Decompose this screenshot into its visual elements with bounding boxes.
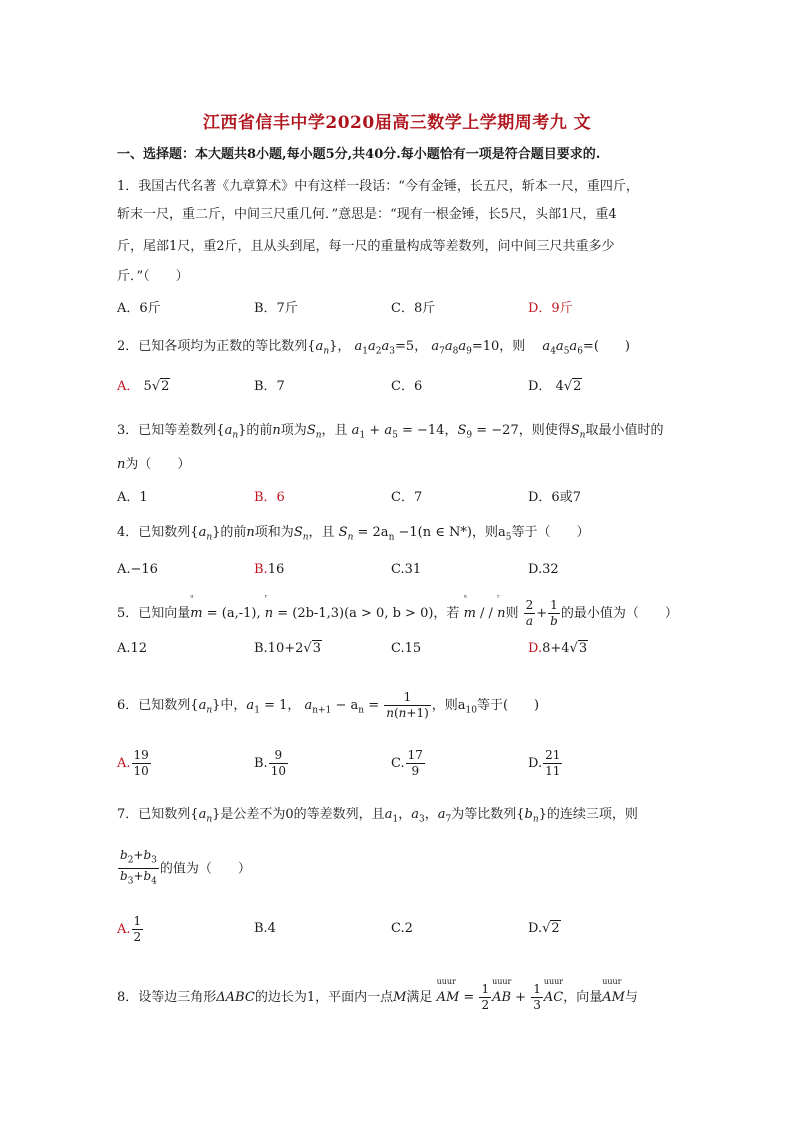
q5-option-d: D.8+4√3 [528,641,588,656]
q2-cond1: =5， [395,339,428,354]
q1-line-4: 斤．”（ ） [117,269,189,284]
q4-option-b: B.16 [254,562,285,577]
q2-suffix: =( ) [582,339,630,354]
q1-line-1: 1．我国古代名著《九章算术》中有这样一段话：“今有金锤，长五尺，斩本一尺，重四斤， [117,179,639,194]
q7-line-1: 7．已知数列$\{a_n\}$是公差不为0的等差数列，且$a_1$，$a_3$，$a_7$为等比数列$\{b_n\}$的连续三项，则 [117,807,638,825]
q6-option-b: B. $\frac{9}{10}$ [254,748,286,778]
q2-option-c: C．6 [391,379,423,394]
q1-option-c: C．8斤 [391,301,436,316]
q4-line: 4．已知数列$\{a_n\}$的前n项和为$S_n$，且 $S_n = 2a_n -1(n$ ∈ N*)，则$a_5$等于（ ） [117,525,590,543]
q3-option-c: C．7 [391,490,423,505]
q5-option-b: B.10+2√3 [254,641,321,656]
page-title: 江西省信丰中学2020届高三数学上学期周考九 文 [202,113,592,133]
q3-option-d: D．6或7 [528,490,581,505]
q6-option-c: C. $\frac{17}{9}$ [391,748,423,778]
q5-option-a: A.12 [117,641,148,656]
q3-line-2: n为（ ） [117,457,191,472]
q6-option-a: A. $\frac{19}{10}$ [117,748,149,778]
q1-line-2: 斩末一尺，重二斤，中间三尺重几何．”意思是：“现有一根金锤，长5尺，头部1尺，重4 [117,207,617,222]
q6-option-d: D. $\frac{21}{11}$ [528,748,561,778]
q2-prefix: 2．已知各项均为正数的等比数列{ [117,339,316,354]
q1-option-b: B．7斤 [254,301,298,316]
q5-line: 5．已知向量 ᵘ m = (a,-1), ʳ n = (2b-1,3)(a > 0, b > 0)，若 ᵘ m / / ʳ n则 $\frac{2}{a}$ + $\frac{1}{b}$ 的最小值为（ ） [117,593,678,628]
q2-cond2: =10，则 [471,339,539,354]
q8-line: 8．设等边三角形ΔABC的边长为1，平面内一点M满足 uuur AM = $\frac{1}{2}$ uuur AB + $\frac{1}{3}$ uuur AC，向量 uuur AM与 [117,977,638,1012]
q7-option-c: C.2 [391,921,413,936]
q1-line-3: 斤，尾部1尺，重2斤，且从头到尾，每一尺的重量构成等差数列，问中间三尺共重多少 [117,239,615,254]
q4-option-a: A.−16 [117,562,158,577]
q1-option-a: A．6斤 [117,301,161,316]
section-heading: 一、选择题：本大题共8小题,每小题5分,共40分.每小题恰有一项是符合题目要求的. [117,147,601,162]
q7-option-a: A. $\frac{1}{2}$ [117,914,142,944]
q7-option-d: D.√2 [528,921,560,936]
q3-option-a: A．1 [117,490,148,505]
q2-option-b: B．7 [254,379,285,394]
q2-mid: }， [329,339,351,354]
q3-option-b: B．6 [254,490,285,505]
q6-line: 6．已知数列$\{a_n\}$中，$a_1 = 1$， $a_{n+1} - a_n$ = $\frac{1}{n(n+1)}$ ，则$a_{10}$等于( ) [117,690,540,720]
q7-option-b: B.4 [254,921,276,936]
q4-option-d: D.32 [528,562,559,577]
q1-option-d: D．9斤 [528,301,573,316]
q5-option-c: C.15 [391,641,422,656]
q2-option-d: D． 4√2 [528,379,582,394]
q4-option-c: C.31 [391,562,422,577]
q2-option-a: A． 5√2 [117,379,170,394]
q7-line-2: $\frac{b_2+b_3}{b_3+b_4}$ 的值为（ ） [120,848,251,887]
q3-line-1: 3．已知等差数列$\{a_n\}$的前n项为$S_n$，且 $a_1 + a_5 = -14$，$S_9 = -27$，则使得$S_n$取最小值时的 [117,423,664,441]
q2-line: 2．已知各项均为正数的等比数列$\{a_n\}$， $a_1a_2a_3=5$， $a_7a_8a_9=10$，则 $a_4a_5a_6=$( ) [117,339,630,357]
